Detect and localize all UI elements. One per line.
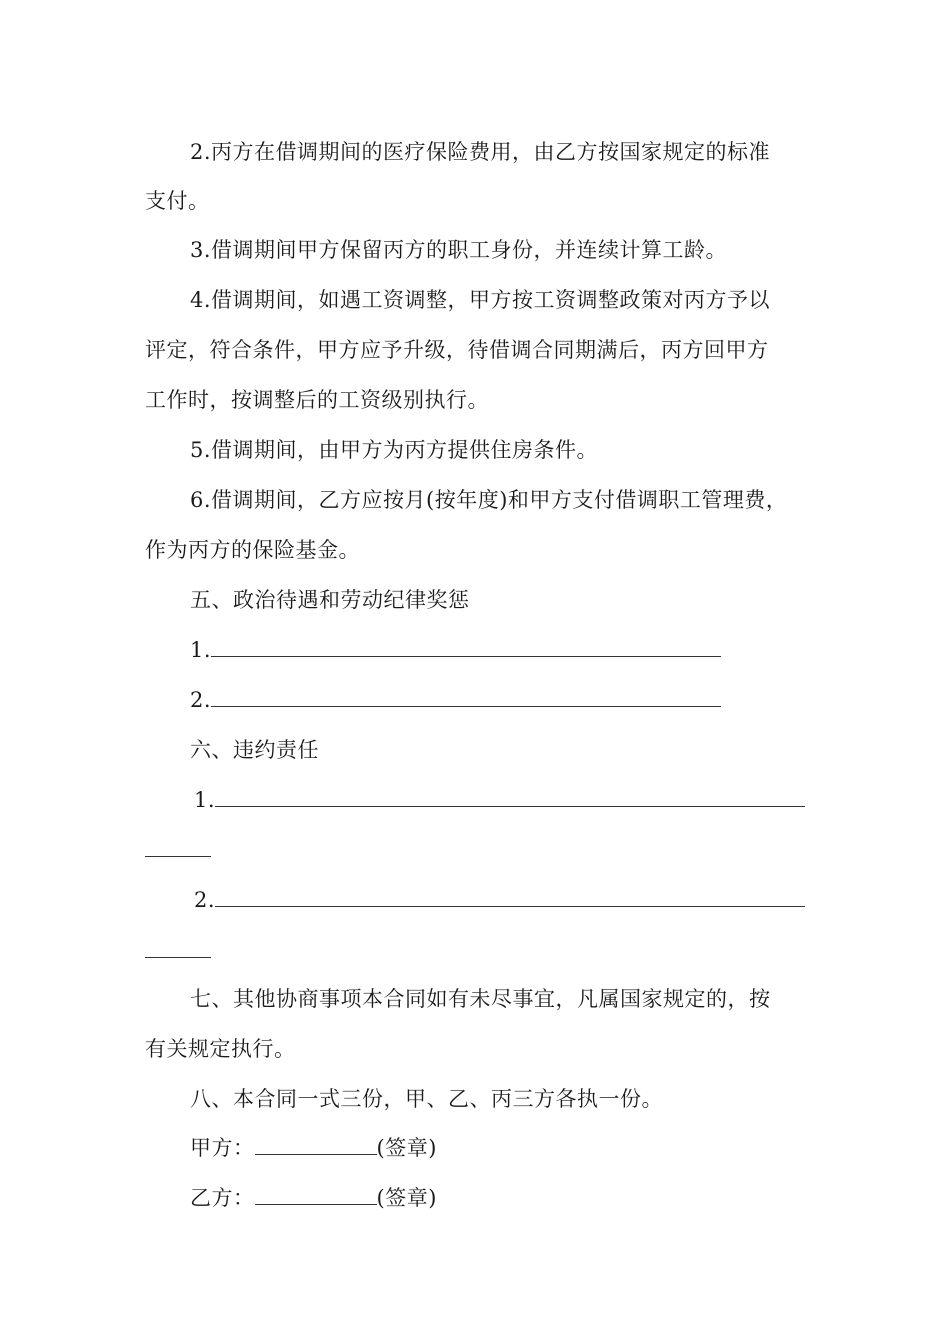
blank-fill-line [211, 636, 721, 657]
paragraph-2-line-2: 支付。 [145, 189, 210, 213]
paragraph-4-line-2: 评定，符合条件，甲方应予升级，待借调合同期满后，丙方回甲方 [145, 338, 769, 362]
party-b-signature [190, 1183, 815, 1213]
blank-fill-continuation [145, 856, 211, 857]
blank-fill-line [215, 786, 805, 807]
item-number: 2. [194, 888, 216, 912]
item-number: 1. [194, 788, 216, 812]
party-b-label: 乙方： [190, 1186, 255, 1210]
section-6-title: 六、违约责任 [190, 738, 319, 762]
section-6-item-1 [194, 785, 814, 815]
item-number: 1. [190, 638, 212, 662]
paragraph-4-line-1: 4.借调期间，如遇工资调整，甲方按工资调整政策对丙方予以 [190, 288, 771, 312]
party-a-seal: (签章) [376, 1136, 437, 1160]
section-6-item-2 [194, 885, 814, 915]
signature-blank-line [255, 1134, 377, 1155]
paragraph-6-line-1: 6.借调期间，乙方应按月(按年度)和甲方支付借调职工管理费， [190, 488, 788, 512]
section-5-item-1 [190, 635, 815, 665]
paragraph-4-line-3: 工作时，按调整后的工资级别执行。 [145, 388, 489, 412]
blank-fill-line [211, 686, 721, 707]
party-a-signature [190, 1133, 815, 1163]
section-8: 八、本合同一式三份，甲、乙、丙三方各执一份。 [190, 1087, 663, 1111]
paragraph-6-line-2: 作为丙方的保险基金。 [145, 538, 360, 562]
section-7-line-1: 七、其他协商事项本合同如有未尽事宜，凡属国家规定的，按 [190, 987, 771, 1011]
paragraph-2-line-1: 2.丙方在借调期间的医疗保险费用，由乙方按国家规定的标准 [190, 140, 771, 164]
section-5-title: 五、政治待遇和劳动纪律奖惩 [190, 588, 470, 612]
paragraph-5: 5.借调期间，由甲方为丙方提供住房条件。 [190, 438, 599, 462]
section-5-item-2 [190, 685, 815, 715]
paragraph-3: 3.借调期间甲方保留丙方的职工身份，并连续计算工龄。 [190, 238, 728, 262]
item-number: 2. [190, 688, 212, 712]
blank-fill-line [215, 886, 805, 907]
party-a-label: 甲方： [190, 1136, 255, 1160]
party-b-seal: (签章) [376, 1186, 437, 1210]
blank-fill-continuation [145, 957, 211, 958]
section-7-line-2: 有关规定执行。 [145, 1037, 296, 1061]
signature-blank-line [255, 1184, 377, 1205]
